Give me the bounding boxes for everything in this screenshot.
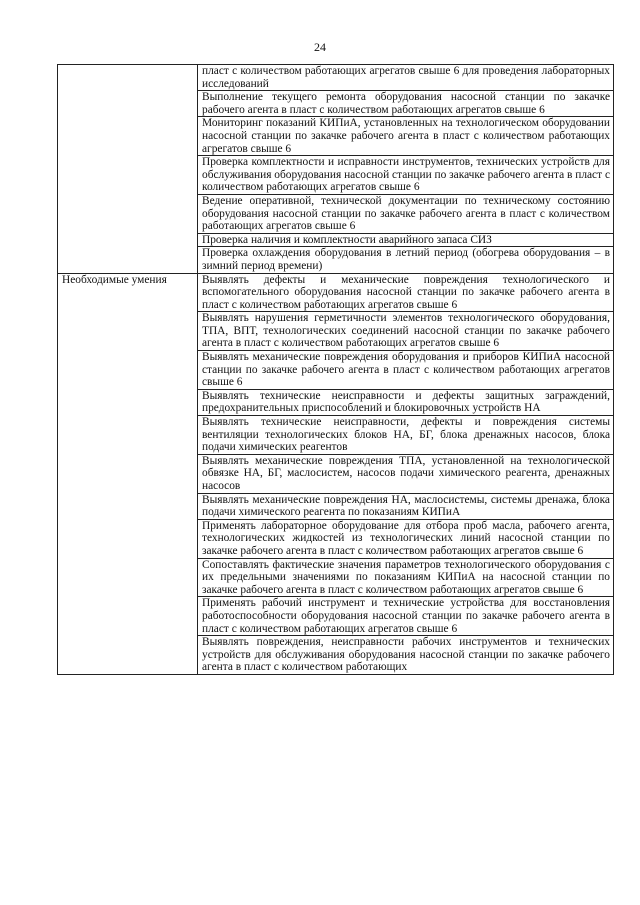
skill-item: Выявлять механические повреждения НА, маслосистемы, системы дренажа, блока подачи химического реагента по показаниям КИПиА xyxy=(198,493,614,519)
skill-item: Выявлять механические повреждения ТПА, установленной на технологической обвязке НА, БГ, маслосистем, насосов подачи химического реагента, дренажных насосов xyxy=(198,454,614,493)
skill-item: Сопоставлять фактические значения параметров технологического оборудования с их предельными значениями по показаниям КИПиА на насосной станции по закачке рабочего агента в пласт с количеством работающих агрегатов свыше 6 xyxy=(198,558,614,597)
skill-item: Выявлять повреждения, неисправности рабочих инструментов и технических устройств для обслуживания оборудования насосной станции по закачке рабочего агента в пласт с количеством работающих xyxy=(198,636,614,675)
section-label-skills: Необходимые умения xyxy=(58,273,198,674)
action-item: Проверка наличия и комплектности аварийного запаса СИЗ xyxy=(198,233,614,247)
page-number: 24 xyxy=(314,40,326,54)
skill-item: Выявлять механические повреждения оборудования и приборов КИПиА насосной станции по закачке рабочего агента в пласт с количеством работающих агрегатов свыше 6 xyxy=(198,351,614,390)
action-item: Выполнение текущего ремонта оборудования насосной станции по закачке рабочего агента в пласт с количеством работающих агрегатов свыше 6 xyxy=(198,91,614,117)
table-row xyxy=(58,65,614,91)
skill-item: Применять лабораторное оборудование для отбора проб масла, рабочего агента, технологических жидкостей из технологических линий насосной станции по закачке рабочего агента в пласт с количеством работающих агрегатов свыше 6 xyxy=(198,519,614,558)
table-row xyxy=(58,273,614,312)
action-item: Ведение оперативной, технической документации по техническому состоянию оборудования насосной станции по закачке рабочего агента в пласт с количеством работающих агрегатов свыше 6 xyxy=(198,194,614,233)
skill-item: Выявлять дефекты и механические повреждения технологического и вспомогательного оборудования насосной станции по закачке рабочего агента в пласт с количеством работающих агрегатов свыше 6 xyxy=(198,273,614,312)
action-item: Проверка охлаждения оборудования в летний период (обогрева оборудования – в зимний период времени) xyxy=(198,247,614,273)
action-item: Проверка комплектности и исправности инструментов, технических устройств для обслуживания оборудования насосной станции по закачке рабочего агента в пласт с количеством работающих агрегатов свыше 6 xyxy=(198,156,614,195)
skill-item: Выявлять технические неисправности и дефекты защитных заграждений, предохранительных приспособлений и блокировочных устройств НА xyxy=(198,389,614,415)
label-cell-continued xyxy=(58,65,198,274)
action-item: пласт с количеством работающих агрегатов свыше 6 для проведения лабораторных исследований xyxy=(198,65,614,91)
action-item: Мониторинг показаний КИПиА, установленных на технологическом оборудовании насосной станции по закачке рабочего агента в пласт с количеством работающих агрегатов свыше 6 xyxy=(198,117,614,156)
competency-table xyxy=(57,64,614,675)
skill-item: Применять рабочий инструмент и технические устройства для восстановления работоспособности оборудования насосной станции по закачке рабочего агента в пласт с количеством работающих агрегатов свыше 6 xyxy=(198,597,614,636)
skill-item: Выявлять технические неисправности, дефекты и повреждения системы вентиляции технологических блоков НА, БГ, блока дренажных насосов, блока подачи химических реагентов xyxy=(198,416,614,455)
skill-item: Выявлять нарушения герметичности элементов технологического оборудования, ТПА, ВПТ, технологических соединений насосной станции по закачке рабочего агента в пласт с количеством работающих агрегатов свыше 6 xyxy=(198,312,614,351)
